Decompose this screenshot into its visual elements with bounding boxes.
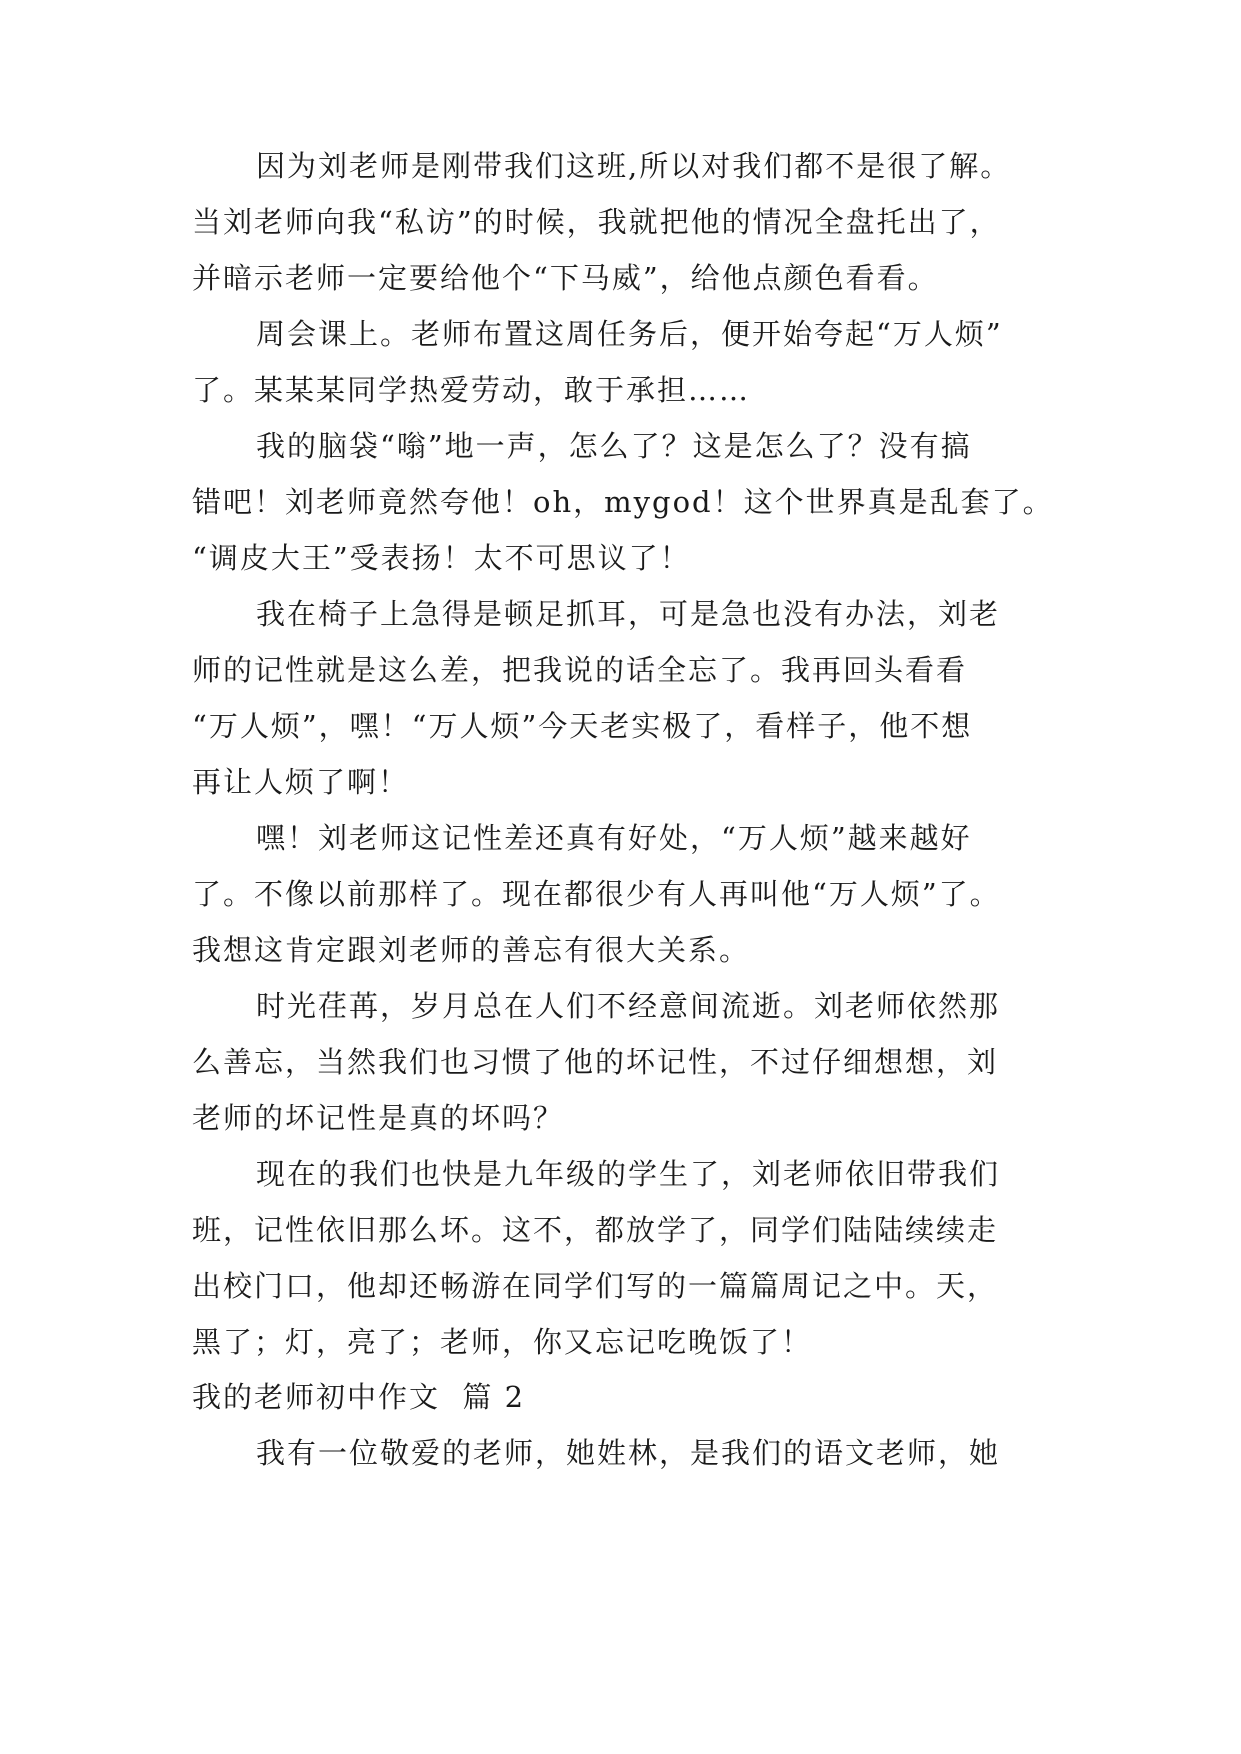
paragraph-line: 时光荏苒，岁月总在人们不经意间流逝。刘老师依然那 [256,989,1001,1023]
paragraph-line: “调皮大王”受表扬！太不可思议了！ [192,541,691,575]
paragraph-line: 我有一位敬爱的老师，她姓林，是我们的语文老师，她 [256,1436,1001,1470]
paragraph-line: “万人烦”，嘿！“万人烦”今天老实极了，看样子，他不想 [192,709,973,743]
paragraph-line: 嘿！刘老师这记性差还真有好处，“万人烦”越来越好 [256,821,972,855]
paragraph-line: 因为刘老师是刚带我们这班,所以对我们都不是很了解。 [256,149,1012,183]
paragraph-line: 了。某某某同学热爱劳动，敢于承担…… [192,373,751,407]
paragraph-line: 周会课上。老师布置这周任务后，便开始夸起“万人烦” [256,317,1003,351]
paragraph-line: 我想这肯定跟刘老师的善忘有很大关系。 [192,933,751,967]
paragraph-line: 我在椅子上急得是顿足抓耳，可是急也没有办法，刘老 [256,597,1001,631]
paragraph-line: 我的脑袋“嗡”地一声，怎么了？这是怎么了？没有搞 [256,429,972,463]
paragraph-line: 错吧！刘老师竟然夸他！oh，mygod！这个世界真是乱套了。 [192,485,1054,519]
paragraph-line: 并暗示老师一定要给他个“下马威”，给他点颜色看看。 [192,261,939,295]
paragraph-line: 当刘老师向我“私访”的时候，我就把他的情况全盘托出了， [192,205,1001,239]
paragraph-line: 现在的我们也快是九年级的学生了，刘老师依旧带我们 [256,1157,1001,1191]
paragraph-line: 么善忘，当然我们也习惯了他的坏记性，不过仔细想想，刘 [192,1045,999,1079]
paragraph-line: 再让人烦了啊！ [192,765,410,799]
paragraph-line: 黑了；灯，亮了；老师，你又忘记吃晚饭了！ [192,1325,813,1359]
section-heading: 我的老师初中作文 篇 2 [192,1380,526,1414]
paragraph-line: 师的记性就是这么差，把我说的话全忘了。我再回头看看 [192,653,968,687]
paragraph-line: 班，记性依旧那么坏。这不，都放学了，同学们陆陆续续走 [192,1213,999,1247]
paragraph-line: 了。不像以前那样了。现在都很少有人再叫他“万人烦”了。 [192,877,1001,911]
paragraph-line: 出校门口，他却还畅游在同学们写的一篇篇周记之中。天， [192,1269,999,1303]
paragraph-line: 老师的坏记性是真的坏吗？ [192,1101,565,1135]
